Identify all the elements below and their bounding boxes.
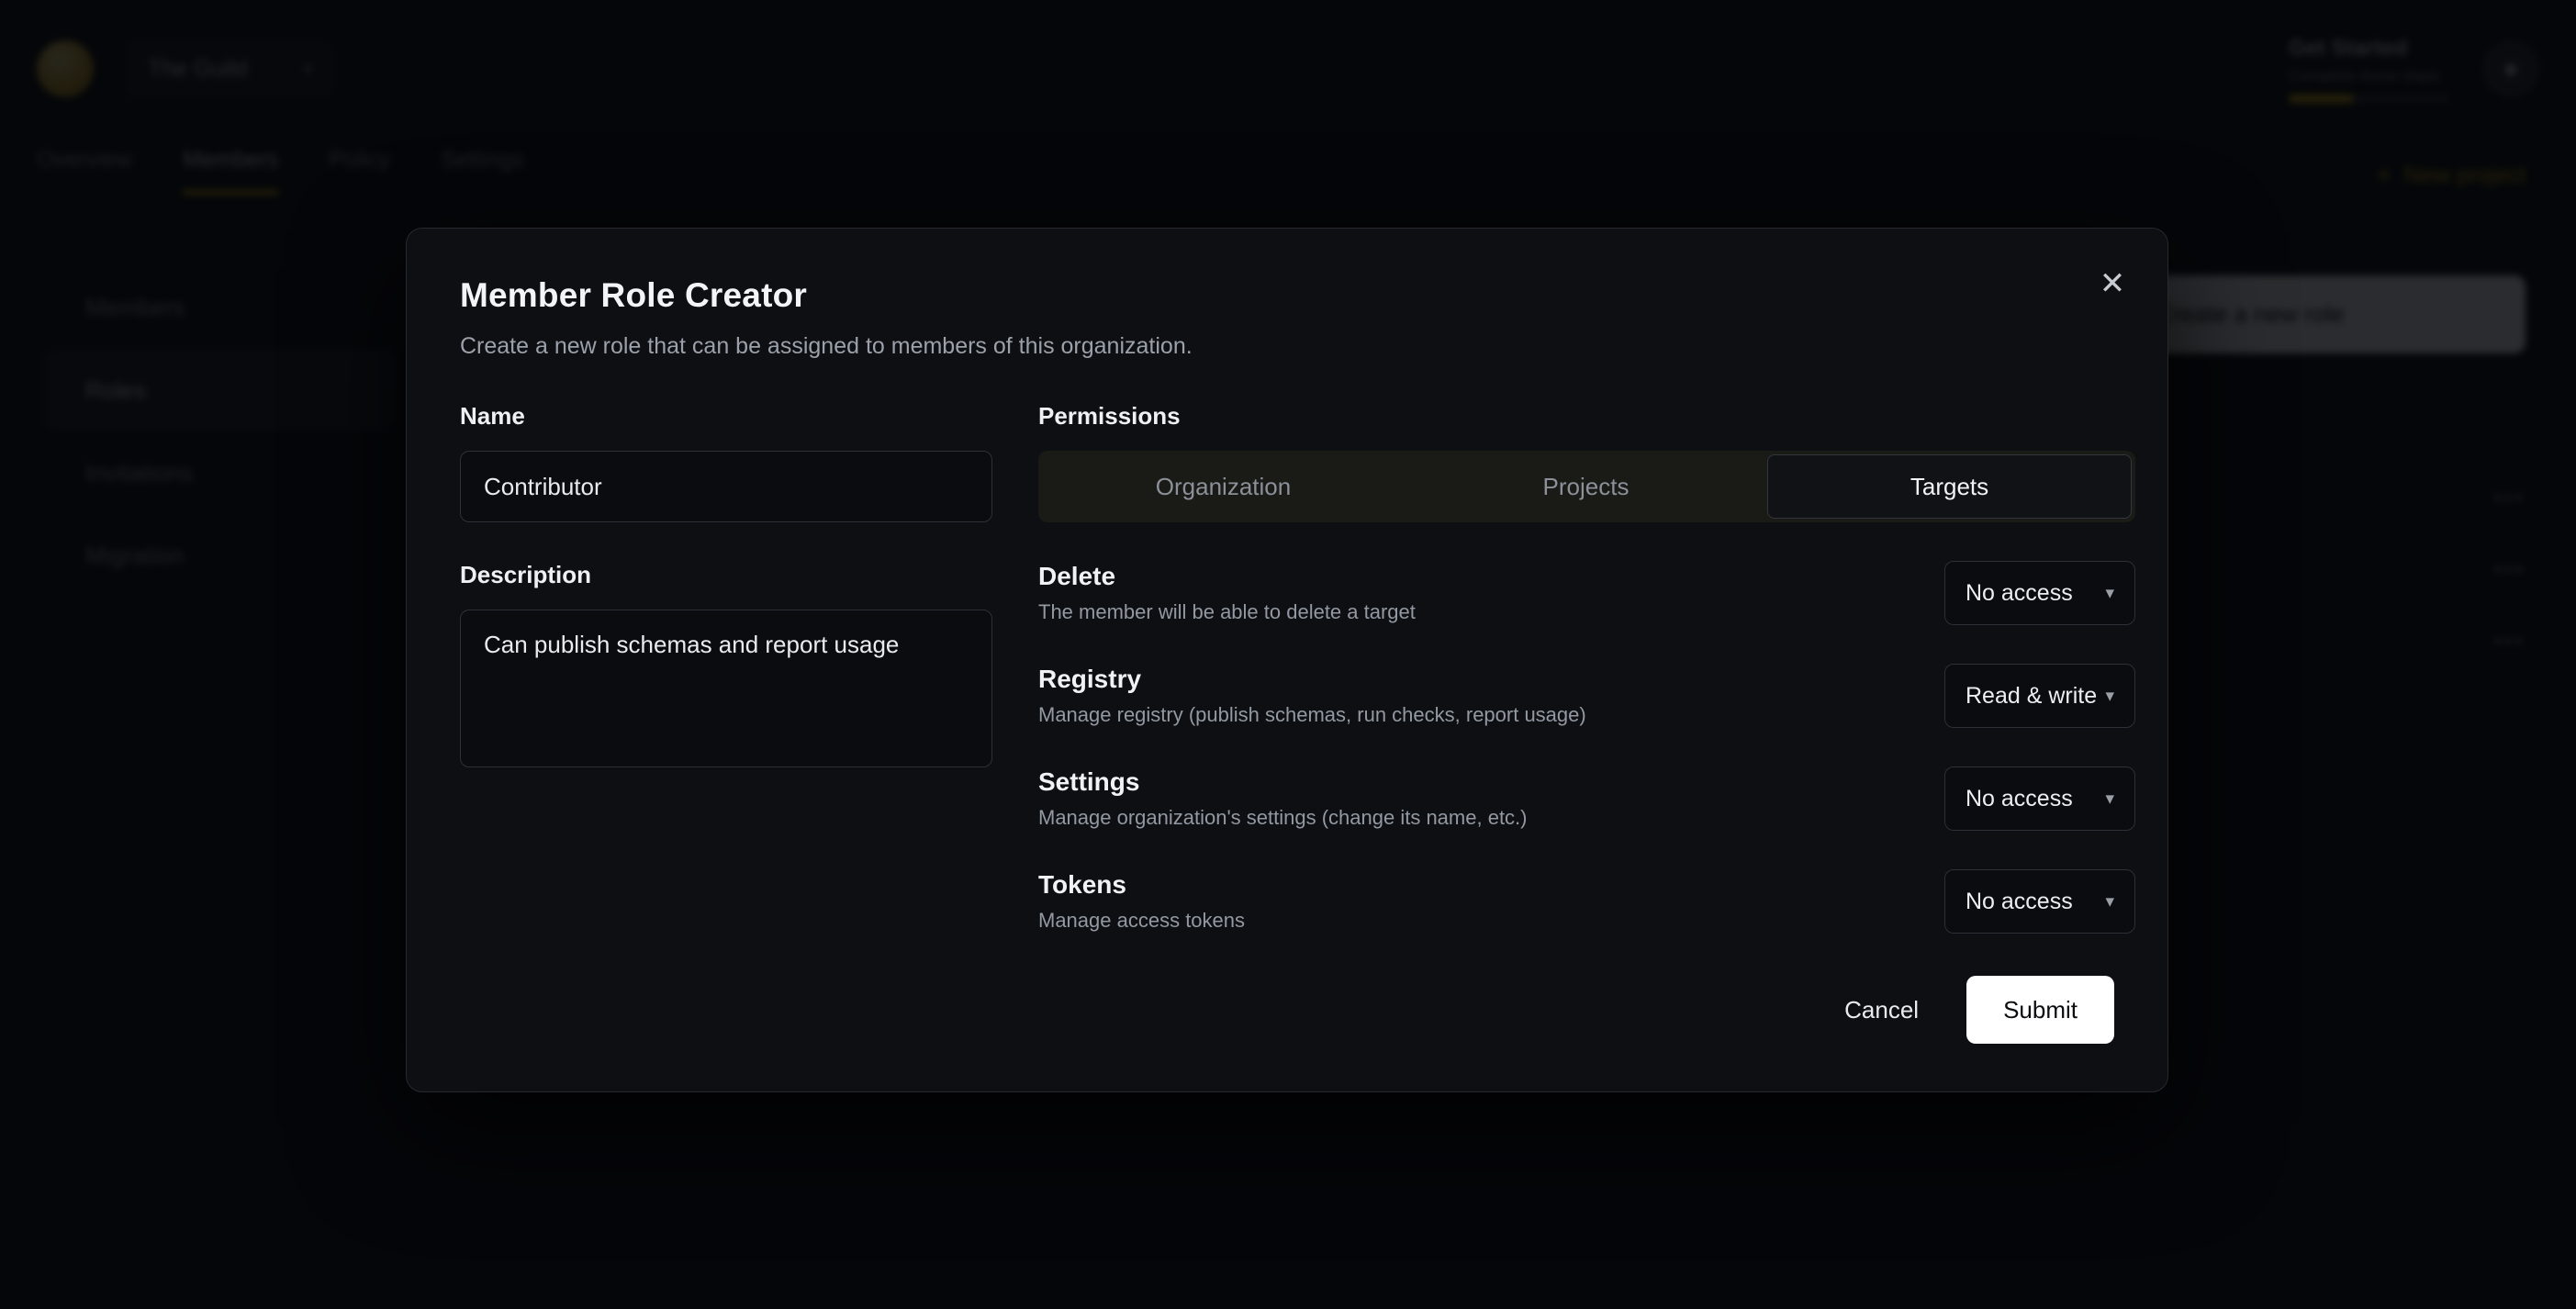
permission-select-tokens[interactable] xyxy=(1944,869,2135,934)
permission-select-delete[interactable] xyxy=(1944,561,2135,625)
permission-select-settings[interactable] xyxy=(1944,766,2135,831)
tab-targets[interactable]: Targets xyxy=(1767,454,2132,519)
name-label: Name xyxy=(460,402,525,430)
permission-row-settings xyxy=(1038,766,2135,831)
chevron-down-icon: ▾ xyxy=(2105,891,2114,912)
permission-description: Manage access tokens xyxy=(1038,909,1246,932)
dialog-body xyxy=(460,402,2114,934)
permission-name: Settings xyxy=(1038,767,1140,796)
permission-row-tokens xyxy=(1038,869,2135,934)
cancel-button[interactable]: Cancel xyxy=(1813,976,1950,1044)
dialog-subtitle: Create a new role that can be assigned to members of this organization. xyxy=(460,333,1193,359)
permission-name: Registry xyxy=(1038,665,1142,693)
submit-button[interactable]: Submit xyxy=(1966,976,2114,1044)
tab-projects[interactable]: Projects xyxy=(1542,472,1630,500)
permissions-label: Permissions xyxy=(1038,402,1181,430)
permissions-scope-tabs xyxy=(1038,451,2135,522)
permission-select-value: Read & write xyxy=(1966,682,2098,709)
permission-select-value: No access xyxy=(1966,579,2073,606)
permission-select-value: No access xyxy=(1966,888,2073,914)
permission-description: Manage registry (publish schemas, run checks, report usage) xyxy=(1038,703,1586,726)
name-input[interactable] xyxy=(460,451,992,522)
permission-description: Manage organization's settings (change its name, etc.) xyxy=(1038,806,1528,829)
chevron-down-icon: ▾ xyxy=(2105,789,2114,809)
chevron-down-icon: ▾ xyxy=(2105,686,2114,706)
left-column xyxy=(460,402,992,934)
permission-row-registry xyxy=(1038,664,2135,728)
permission-description: The member will be able to delete a target xyxy=(1038,600,1416,623)
chevron-down-icon: ▾ xyxy=(2105,583,2114,603)
page-title: Member Role Creator xyxy=(460,276,808,314)
dialog-footer xyxy=(1813,976,2114,1044)
description-label: Description xyxy=(460,561,592,588)
member-role-creator-dialog xyxy=(406,228,2168,1092)
close-icon[interactable]: ✕ xyxy=(2089,260,2136,308)
right-column xyxy=(1038,402,2135,934)
permission-name: Tokens xyxy=(1038,870,1126,899)
description-input[interactable] xyxy=(460,610,992,767)
permission-name: Delete xyxy=(1038,562,1116,590)
tab-organization[interactable]: Organization xyxy=(1155,472,1292,500)
permission-select-value: No access xyxy=(1966,785,2073,811)
permission-select-registry[interactable] xyxy=(1944,664,2135,728)
permission-row-delete xyxy=(1038,561,2135,625)
